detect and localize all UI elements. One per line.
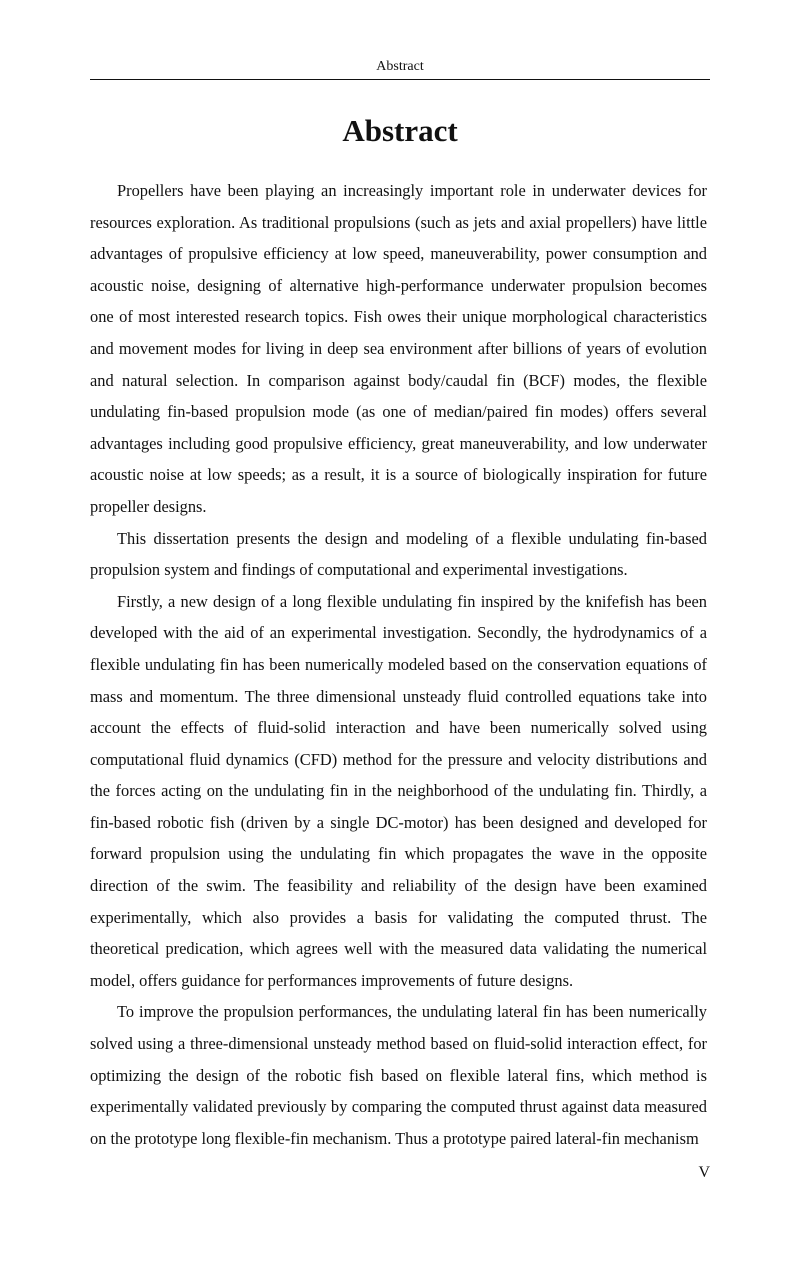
header-rule bbox=[90, 79, 710, 80]
abstract-body bbox=[90, 175, 707, 1154]
running-header: Abstract bbox=[376, 59, 424, 74]
paragraph-dissertation-overview: This dissertation presents the design and modeling of a flexible undulating fin-based propulsion system and findings of computational and experimental investigations. bbox=[90, 528, 707, 580]
paragraph-intro: Propellers have been playing an increasingly important role in underwater devices for resources exploration. As traditional propulsions (such as jets and axial propellers) have little advantages of propulsive efficiency at low speed, maneuverability, power consumption and acoustic noise, designing of alternative high-performance underwater propulsion becomes one of most interested research topics. Fish owes their unique morphological characteristics and movement modes for living in deep sea environment after billions of years of evolution and natural selection. In comparison against body/caudal fin (BCF) modes, the flexible undulating fin-based propulsion mode (as one of median/paired fin modes) offers several advantages including good propulsive efficiency, great maneuverability, and low underwater acoustic noise at low speeds; as a result, it is a source of biologically inspiration for future propeller designs. bbox=[90, 181, 707, 516]
paragraph-methods: Firstly, a new design of a long flexible undulating fin inspired by the knifefish has been developed with the aid of an experimental investigation. Secondly, the hydrodynamics of a flexible undulating fin has been numerically modeled based on the conservation equations of mass and momentum. The three dimensional unsteady fluid controlled equations take into account the effects of fluid-solid interaction and have been numerically solved using computational fluid dynamics (CFD) method for the pressure and velocity distributions and the forces acting on the undulating fin in the neighborhood of the undulating fin. Thirdly, a fin-based robotic fish (driven by a single DC-motor) has been designed and developed for forward propulsion using the undulating fin which propagates the wave in the opposite direction of the swim. The feasibility and reliability of the design have been examined experimentally, which also provides a basis for validating the computed thrust. The theoretical predication, which agrees well with the measured data validating the numerical model, offers guidance for performances improvements of future designs. bbox=[90, 591, 707, 990]
paragraph-optimization: To improve the propulsion performances, the undulating lateral fin has been numerically solved using a three-dimensional unsteady method based on fluid-solid interaction effect, for optimizing the design of the robotic fish based on flexible lateral fins, which method is experimentally validated previously by comparing the computed thrust against data measured on the prototype long flexible-fin mechanism. Thus a prototype paired lateral-fin mechanism bbox=[90, 1002, 707, 1148]
page-number: V bbox=[698, 1164, 710, 1181]
page-title: Abstract bbox=[342, 113, 458, 148]
